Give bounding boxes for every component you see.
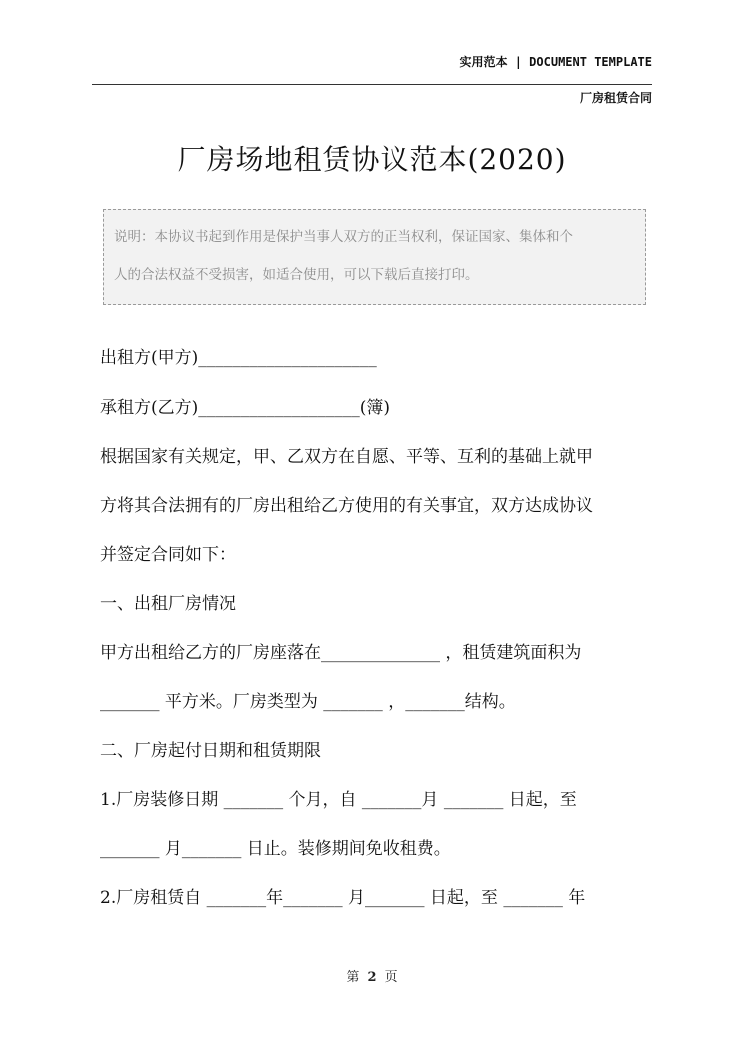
body-paragraph-line: 方将其合法拥有的厂房出租给乙方使用的有关事宜，双方达成协议	[100, 496, 593, 516]
body-paragraph-line: _______ 月_______ 日止。装修期间免收租费。	[100, 839, 451, 859]
body-paragraph-line: 1.厂房装修日期 _______ 个月，自 _______月 _______ 日起，至	[100, 790, 577, 810]
body-paragraph-line: 甲方出租给乙方的厂房座落在______________ ，租赁建筑面积为	[100, 643, 582, 663]
document-title: 厂房场地租赁协议范本(2020)	[177, 143, 567, 176]
footer-prefix: 第	[346, 970, 360, 985]
lessee-line: 承租方(乙方)___________________(簿)	[100, 398, 391, 418]
header-divider	[92, 84, 652, 85]
header-doc-template: 实用范本 | DOCUMENT TEMPLATE	[459, 55, 652, 69]
body-paragraph-line: 并签定合同如下：	[100, 545, 236, 565]
note-line-2: 人的合法权益不受损害，如适合使用，可以下载后直接打印。	[114, 267, 479, 283]
page-footer	[0, 966, 744, 985]
section-heading-2: 二、厂房起付日期和租赁期限	[100, 741, 321, 761]
body-paragraph-line: 2.厂房租赁自 _______年_______ 月_______ 日起，至 _______ 年	[100, 888, 586, 908]
note-line-1: 说明：本协议书起到作用是保护当事人双方的正当权利，保证国家、集体和个	[114, 229, 573, 245]
footer-suffix: 页	[384, 970, 398, 985]
note-box	[103, 209, 646, 305]
header-doc-type: 厂房租赁合同	[579, 91, 652, 105]
section-heading-1: 一、出租厂房情况	[100, 594, 236, 614]
body-paragraph-line: 根据国家有关规定，甲、乙双方在自愿、平等、互利的基础上就甲	[100, 447, 593, 467]
lessor-line: 出租方(甲方)_____________________	[100, 348, 377, 368]
page-number: 2	[367, 970, 377, 985]
body-paragraph-line: _______ 平方米。厂房类型为 _______ ，_______结构。	[100, 692, 516, 712]
